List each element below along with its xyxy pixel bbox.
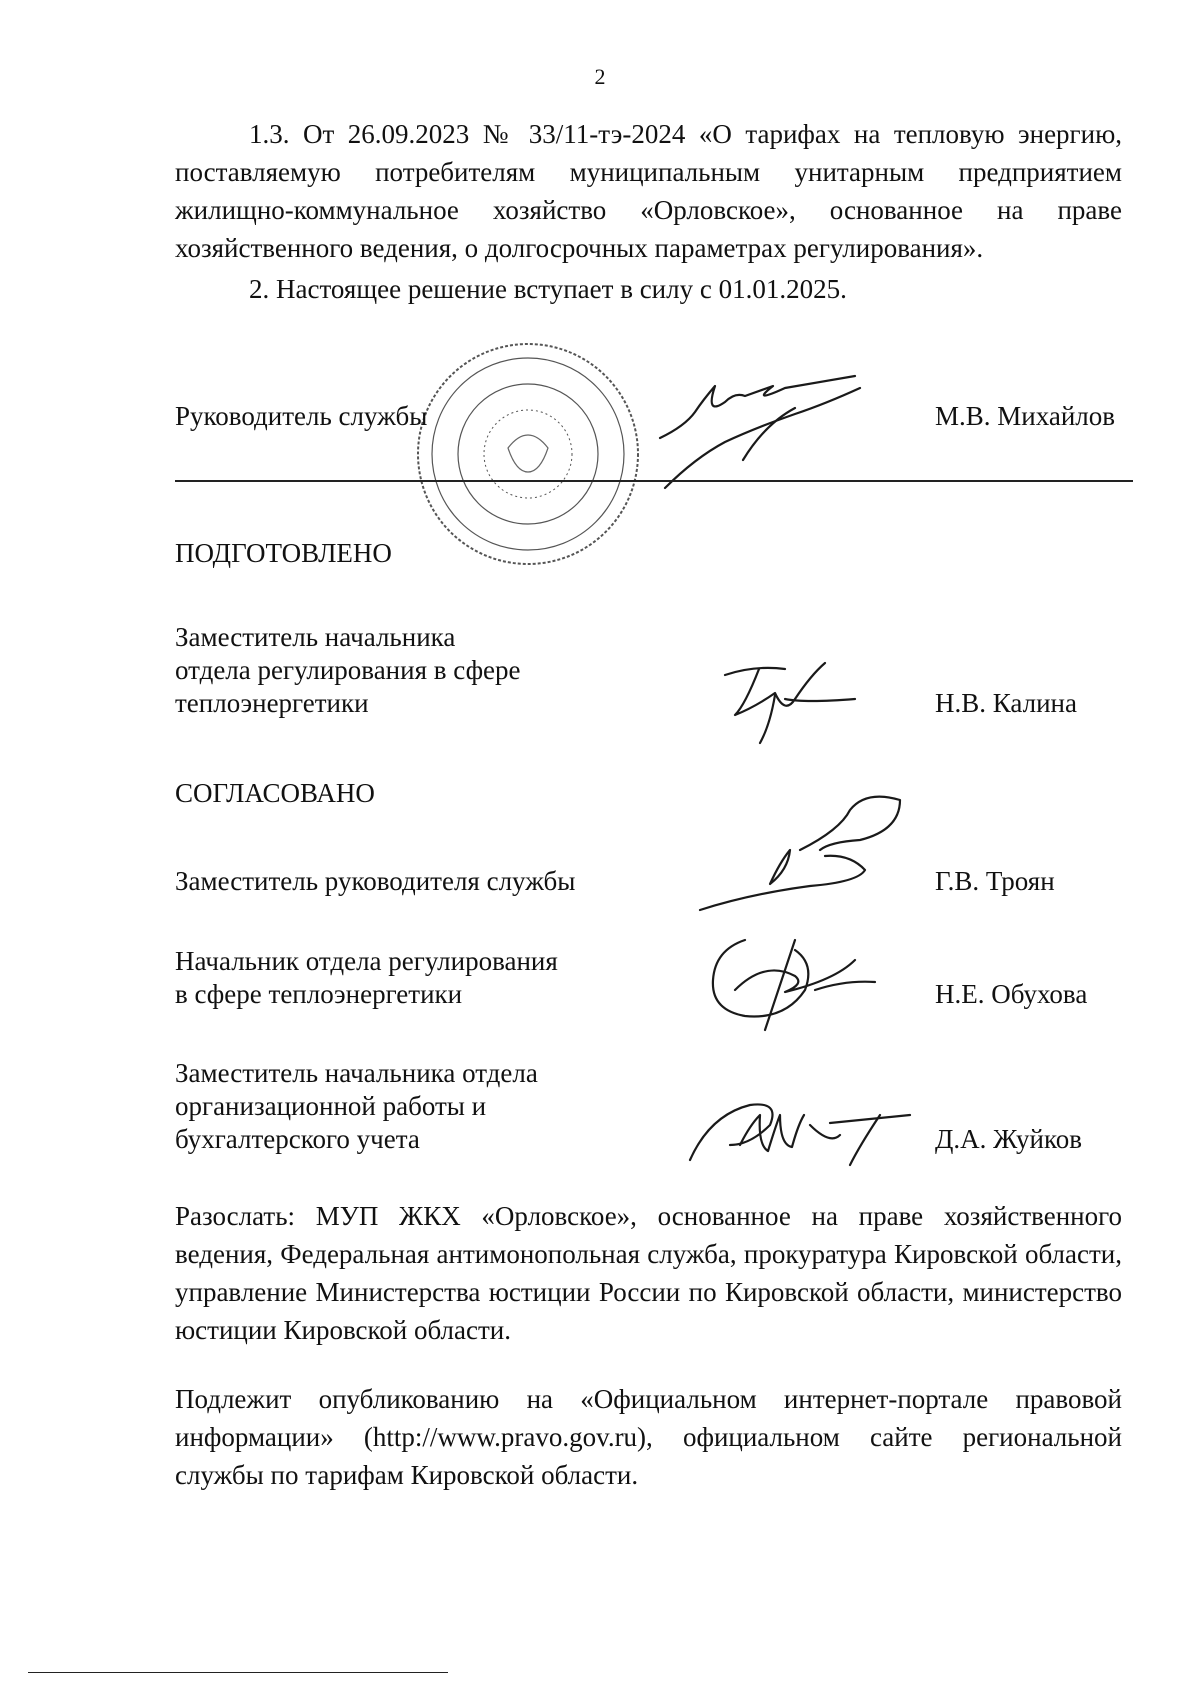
prepared-title-line: отдела регулирования в сфере	[175, 655, 521, 685]
distribution-note: Разослать: МУП ЖКХ «Орловское», основанное на праве хозяйственного ведения, Федеральная антимонопольная служба, прокуратура Кировской области, управление Министерства юстиции России по Кировской области, министерство юстиции Кировской области.	[175, 1201, 1122, 1345]
item-1-3-text: 1.3. От 26.09.2023 № 33/11-тэ-2024 «О тарифах на тепловую энергию, поставляемую потребителям муниципальным унитарным предприятием жилищно-коммунальное хозяйство «Орловское», основанное на праве хозяйственного ведения, о долгосрочных параметрах регулирования».	[175, 119, 1122, 263]
agreed-signer-name: Г.В. Троян	[935, 866, 1055, 896]
prepared-name: Н.В. Калина	[935, 688, 1077, 718]
prepared-title-line: Заместитель начальника	[175, 622, 456, 652]
prepared-title-line: теплоэнергетики	[175, 688, 369, 718]
head-name: М.В. Михайлов	[935, 401, 1116, 431]
footer-line	[28, 1672, 448, 1673]
official-seal	[412, 338, 644, 570]
head-signature	[655, 368, 875, 498]
prepared-signature	[715, 655, 865, 745]
agreed-signer-title: Начальник отдела регулирования	[175, 946, 558, 976]
agreed-signer-title: в сфере теплоэнергетики	[175, 979, 463, 1009]
page-number: 2	[594, 64, 606, 89]
agreed-signer-title: организационной работы и	[175, 1091, 487, 1121]
agreed-signer-title: бухгалтерского учета	[175, 1124, 420, 1154]
agreed-signer-title: Заместитель руководителя службы	[175, 866, 576, 896]
signature-separator-line	[175, 480, 1133, 482]
agreed-signer-title: Заместитель начальника отдела	[175, 1058, 538, 1088]
agreed-signer-signature	[690, 790, 910, 920]
item-2-text: 2. Настоящее решение вступает в силу с 01.01.2025.	[249, 274, 847, 304]
agreed-signer-signature	[680, 1085, 920, 1175]
head-title: Руководитель службы	[175, 401, 428, 431]
agreed-heading: СОГЛАСОВАНО	[175, 778, 375, 808]
agreed-signer-name: Н.Е. Обухова	[935, 979, 1088, 1009]
prepared-heading: ПОДГОТОВЛЕНО	[175, 538, 392, 568]
agreed-signer-signature	[705, 920, 885, 1030]
publication-note: Подлежит опубликованию на «Официальном интернет-портале правовой информации» (http://www.pravo.gov.ru), официальном сайте региональной службы по тарифам Кировской области.	[175, 1384, 1122, 1490]
agreed-signer-name: Д.А. Жуйков	[935, 1124, 1082, 1154]
